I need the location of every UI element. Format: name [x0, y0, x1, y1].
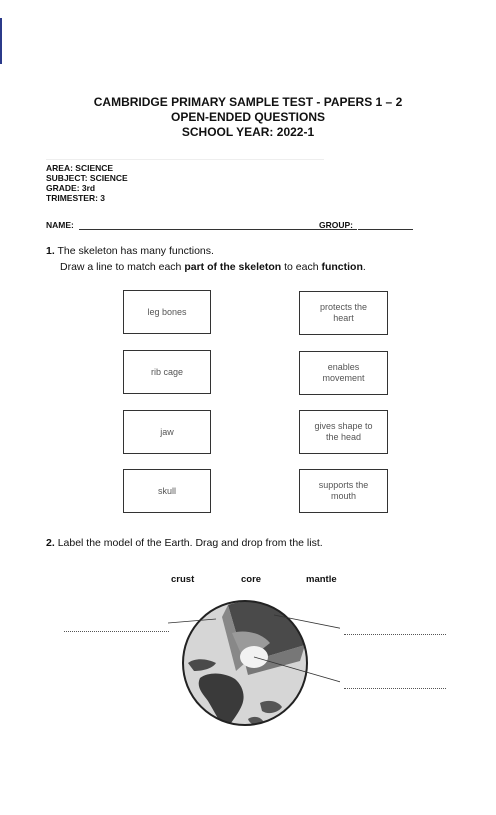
function-box-supports-mouth[interactable]: [299, 469, 388, 513]
question-1-number: 1.: [46, 245, 55, 257]
name-label: NAME:: [46, 220, 74, 230]
instr-part-1: Draw a line to match each: [60, 261, 185, 273]
question-1: [46, 245, 214, 258]
title-line-3: SCHOOL YEAR: 2022-1: [181, 125, 315, 139]
word-mantle[interactable]: mantle: [306, 574, 337, 585]
group-label: GROUP:: [319, 220, 353, 230]
word-core[interactable]: core: [241, 574, 262, 585]
label-drop-right-bottom[interactable]: [344, 688, 446, 689]
function-box-protects-heart[interactable]: [299, 291, 388, 335]
function-label: protects the heart: [319, 302, 368, 323]
function-box-enables-movement[interactable]: [299, 351, 388, 395]
question-2-text: Label the model of the Earth. Drag and drop from the list.: [57, 537, 323, 549]
name-field[interactable]: [79, 229, 357, 230]
subject-label: SUBJECT: SCIENCE: [46, 173, 128, 183]
function-label: gives shape to the head: [314, 421, 373, 442]
word-crust[interactable]: crust: [171, 574, 195, 585]
question-1-instruction: [60, 261, 366, 273]
function-label: supports the mouth: [318, 480, 369, 501]
instr-end: .: [362, 261, 366, 273]
part-box-rib-cage[interactable]: [123, 350, 211, 394]
group-field[interactable]: [358, 229, 413, 230]
part-box-jaw[interactable]: [123, 410, 211, 454]
earth-model-illustration: [150, 583, 340, 753]
part-label: rib cage: [150, 366, 184, 377]
title-line-2: OPEN-ENDED QUESTIONS: [170, 110, 326, 124]
part-label: jaw: [160, 426, 174, 437]
instr-bold-2: function: [321, 261, 363, 273]
instr-part-2: to each: [281, 261, 322, 273]
label-drop-right-top[interactable]: [344, 634, 446, 635]
function-box-gives-shape-head[interactable]: [299, 410, 388, 454]
meta-info: [46, 163, 128, 203]
area-label: AREA: SCIENCE: [46, 163, 114, 173]
page-title: [0, 95, 496, 140]
part-box-skull[interactable]: [123, 469, 211, 513]
part-box-leg-bones[interactable]: [123, 290, 211, 334]
meta-divider: [46, 159, 324, 160]
instr-bold-1: part of the skeleton: [184, 261, 282, 273]
question-2: [46, 537, 323, 549]
part-label: skull: [157, 485, 176, 496]
part-label: leg bones: [147, 306, 187, 317]
trimester-label: TRIMESTER: 3: [46, 193, 106, 203]
left-accent-bar: [0, 18, 2, 64]
question-2-number: 2.: [46, 537, 55, 549]
function-label: enables movement: [322, 362, 365, 383]
question-1-text: The skeleton has many functions.: [57, 245, 214, 257]
title-line-1: CAMBRIDGE PRIMARY SAMPLE TEST - PAPERS 1 – 2: [93, 95, 403, 109]
grade-label: GRADE: 3rd: [46, 183, 96, 193]
